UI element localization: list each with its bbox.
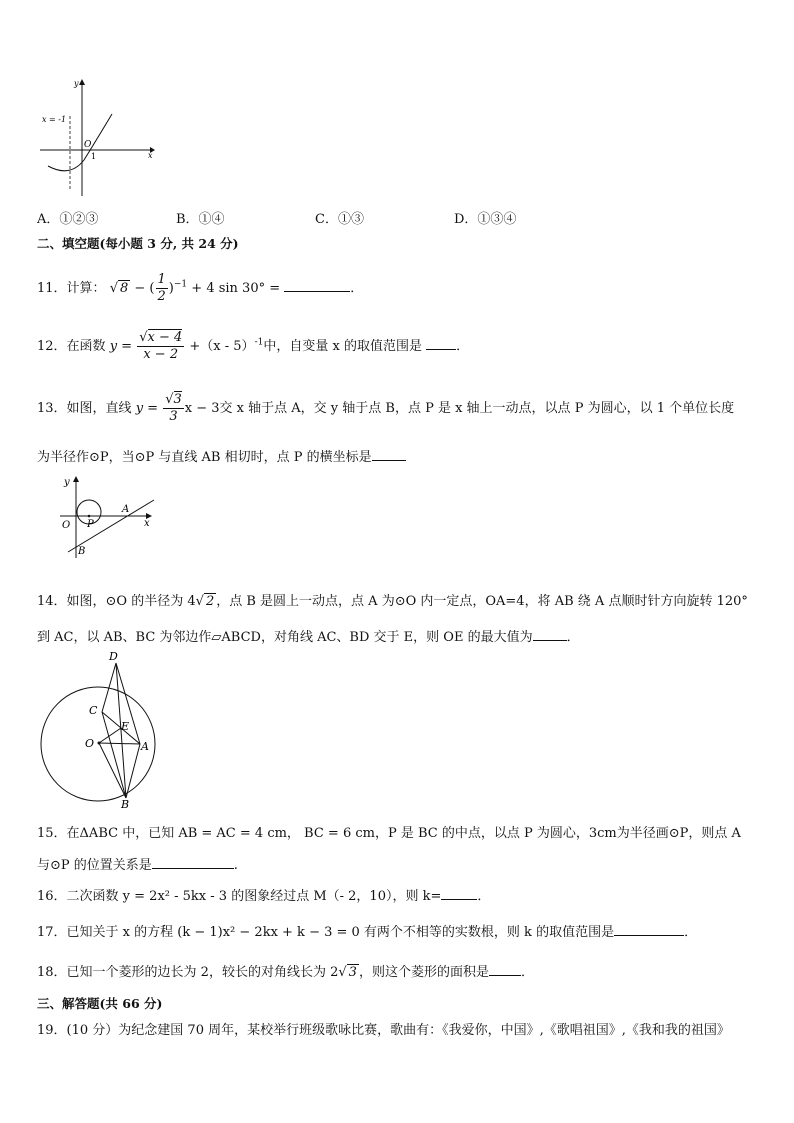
b-label: B bbox=[78, 546, 86, 557]
y-label: y bbox=[64, 477, 70, 488]
e-label: E bbox=[121, 720, 130, 733]
question-12: 12．在函数 y = $\frac{√x - 4}{x - 2}$ +（x - 5）$^{-1}$中，自变量 x 的取值范围是 ． bbox=[37, 330, 470, 362]
answer-blank-15[interactable] bbox=[152, 855, 234, 869]
answer-blank-14[interactable] bbox=[533, 627, 567, 641]
answer-blank-16[interactable] bbox=[441, 886, 477, 900]
question-18: 18．已知一个菱形的边长为 2，较长的对角线长为 2√ 3 ，则这个菱形的面积是 ． bbox=[37, 961, 534, 980]
b-label: B bbox=[121, 798, 130, 810]
option-b: B．①④ bbox=[176, 212, 225, 227]
a-label: A bbox=[122, 504, 130, 515]
option-a: A．①②③ bbox=[37, 212, 99, 227]
section3-title: 三、解答题(共 66 分) bbox=[37, 996, 163, 1011]
answer-blank-12[interactable] bbox=[426, 336, 456, 350]
point-o bbox=[98, 742, 101, 745]
p-label: P bbox=[87, 519, 94, 530]
c-label: C bbox=[89, 704, 98, 717]
figure-13 bbox=[58, 474, 168, 560]
a-label: A bbox=[141, 740, 149, 753]
d-label: D bbox=[109, 650, 118, 663]
answer-blank-11[interactable] bbox=[284, 278, 350, 292]
x-label: x bbox=[144, 518, 150, 529]
o-label: O bbox=[85, 737, 95, 750]
o-label: O bbox=[62, 520, 71, 531]
question-11: 11．计算： √ 8 − ( $\frac{1}{2}$ )$^{-1}$ + 4 sin 30° = ． bbox=[37, 272, 364, 304]
option-c: C．①③ bbox=[315, 212, 364, 227]
question-17: 17．已知关于 x 的方程 (k − 1)x² − 2kx + k − 3 = 0 有两个不相等的实数根，则 k 的取值范围是 ． bbox=[37, 921, 697, 940]
answer-blank-13[interactable] bbox=[372, 447, 406, 461]
y-axis-arrow-icon bbox=[73, 476, 79, 482]
asymptote-label: x = -1 bbox=[42, 115, 67, 124]
question-16: 16．二次函数 y = 2x² - 5kx - 3 的图象经过点 M（- 2，10），则 k= ． bbox=[37, 885, 490, 904]
one-label: 1 bbox=[91, 152, 97, 161]
question-15-line1: 15．在ΔABC 中，已知 AB = AC = 4 cm， BC = 6 cm，P 是 BC 的中点，以点 P 为圆心，3cm为半径画⊙P，则点 A bbox=[37, 826, 741, 841]
question-19: 19．(10 分）为纪念建国 70 周年，某校举行班级歌咏比赛，歌曲有：《我爱你，中国》,《歌唱祖国》,《我和我的祖国》 bbox=[37, 1023, 730, 1038]
y-axis-arrow-icon bbox=[79, 79, 85, 85]
point-p bbox=[88, 515, 91, 518]
answer-blank-18[interactable] bbox=[489, 962, 521, 976]
option-d: D．①③④ bbox=[454, 212, 517, 227]
origin-label: O bbox=[84, 140, 92, 150]
segment-ab bbox=[126, 744, 140, 798]
segment-oa bbox=[99, 743, 140, 744]
section2-title: 二、填空题(每小题 3 分, 共 24 分) bbox=[37, 236, 239, 251]
question-13-line1: 13．如图，直线 y = $\frac{√3}{3}$ x − 3交 x 轴于点 A，交 y 轴于点 B，点 P 是 x 轴上一动点，以点 P 为圆心，以 1 个单位长度 bbox=[37, 392, 735, 424]
line-ab bbox=[68, 500, 154, 552]
figure-14 bbox=[36, 648, 166, 810]
question-14-line1: 14．如图，⊙O 的半径为 4√ 2 ，点 B 是圆上一动点，点 A 为⊙O 内一定点，OA=4，将 AB 绕 A 点顺时针方向旋转 120° bbox=[37, 594, 748, 609]
question-13-line2: 为半径作⊙P，当⊙P 与直线 AB 相切时，点 P 的横坐标是 bbox=[37, 446, 406, 465]
question-14-line2: 到 AC，以 AB、BC 为邻边作▱ABCD，对角线 AC、BD 交于 E，则 OE 的最大值为 ． bbox=[37, 626, 580, 645]
y-axis-label: y bbox=[74, 79, 79, 88]
x-axis-label: x bbox=[148, 151, 153, 160]
question-15-line2: 与⊙P 的位置关系是 . bbox=[37, 854, 238, 873]
figure-top-graph bbox=[36, 78, 160, 198]
answer-blank-17[interactable] bbox=[614, 922, 684, 936]
